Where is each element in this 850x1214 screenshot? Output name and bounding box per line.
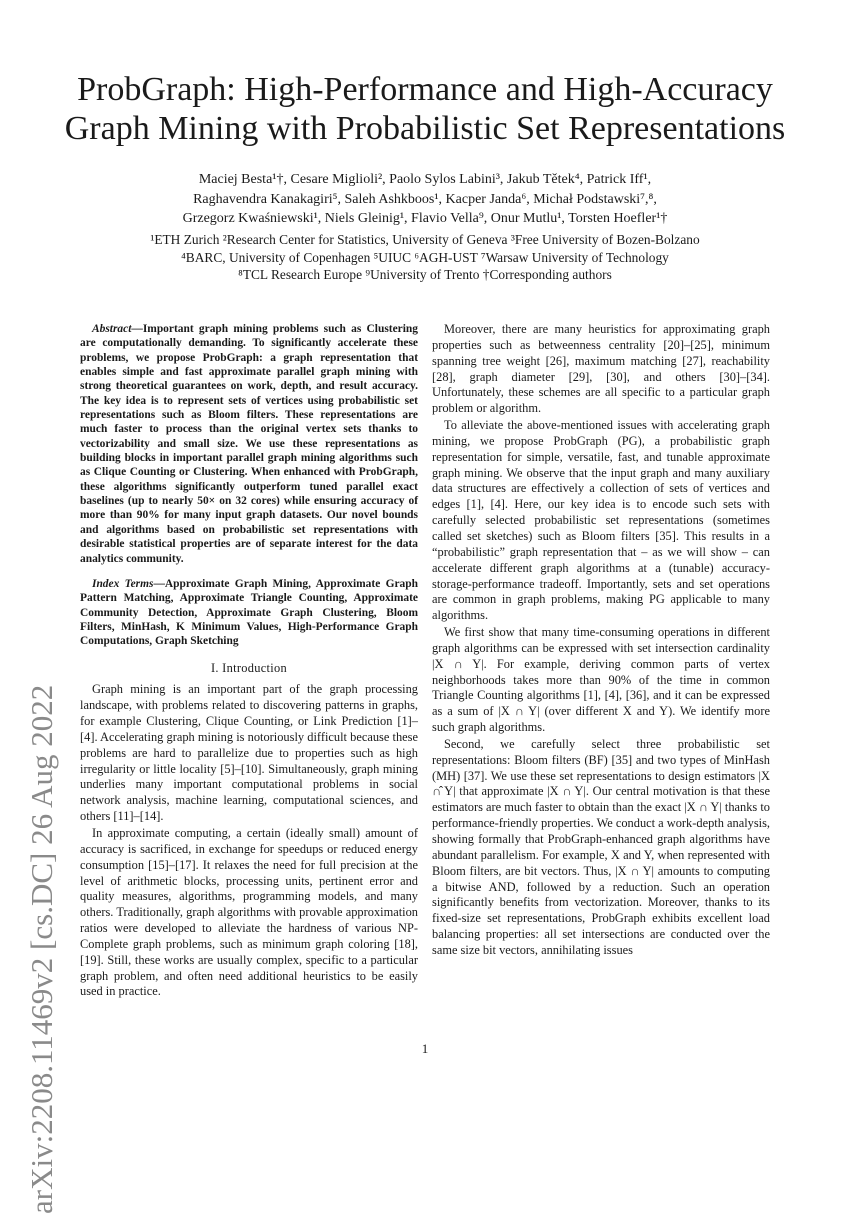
index-terms-text: —Approximate Graph Mining, Approximate Graph Pattern Matching, Approximate Triangle Counting, Approximate Community Detection, Approximate Graph Clustering, Bloom Filters, MinHash, K Minimum Values, High-Performance Graph Computations, Graph Sketching — [80, 577, 418, 648]
body-paragraph: In approximate computing, a certain (ideally small) amount of accuracy is sacrificed, in exchange for speedups or reduced energy consumption [15]–[17]. It relaxes the need for full precision at the level of arithmetic blocks, processing units, pertinent error and quality measures, algorithms, programming models, and many others. Traditionally, graph algorithms with provable approximation ratios were developed to alleviate the hardness of various NP-Complete graph problems, such as minimum graph coloring [18], [19]. Still, these works are usually complex, specific to a particular graph problem, and often need additional heuristics to be easily used in practice. — [80, 826, 418, 999]
body-paragraph: Moreover, there are many heuristics for approximating graph properties such as betweenness centrality [20]–[25], minimum spanning tree weight [26], maximum matching [27], reachability [28], graph diameter [29], [30], and others [30]–[34]. Unfortunately, these schemes are all specific to a particular graph problem or algorithm. — [432, 322, 770, 416]
affiliation-line: ¹ETH Zurich ²Research Center for Statistics, University of Geneva ³Free University of Bozen-Bolzano — [150, 232, 700, 247]
abstract-label: Abstract — [92, 323, 132, 335]
left-column — [80, 322, 418, 1000]
body-paragraph: Graph mining is an important part of the graph processing landscape, with problems related to discovering patterns in graphs, for example Clustering, Clique Counting, or Link Prediction [1]–[4]. Accelerating graph mining is notoriously difficult because these problems are hard to parallelize due to properties such as high irregularity or little locality [5]–[10]. Simultaneously, graph mining underlies many important computational problems in social network analysis, machine learning, computational sciences, and others [11]–[14]. — [80, 682, 418, 824]
arxiv-identifier: arXiv:2208.11469v2 [cs.DC] 26 Aug 2022 — [24, 684, 59, 1214]
body-paragraph: To alleviate the above-mentioned issues with accelerating graph mining, we propose ProbGraph (PG), a probabilistic graph representation for simple, versatile, fast, and tunable approximate graph mining. We observe that the input graph and many auxiliary data structures are effectively a collection of sets of vertices and edges [1], [4]. Here, our key idea is to encode such sets with carefully selected probabilistic set representations (sometimes called set sketches) such as Bloom filters [35]. This results in a “probabilistic” graph representation that – as we will show – can accelerate different graph algorithms at a (tunable) accuracy-storage-performance tradeoff. Importantly, sets and set operations are common in graph problems, making PG applicable to many algorithms. — [432, 418, 770, 623]
body-paragraph: We first show that many time-consuming operations in different graph algorithms can be expressed with set intersection cardinality |X ∩ Y|. For example, deriving common parts of vertex neighborhoods takes more than 90% of the time in common Triangle Counting algorithms [1], [4], [36], and it can be expressed as a sum of |X ∩ Y| (over different X and Y). We identify more such graph algorithms. — [432, 625, 770, 735]
abstract — [80, 322, 418, 566]
authors-line: Maciej Besta¹†, Cesare Miglioli², Paolo Sylos Labini³, Jakub Tětek⁴, Patrick Iff¹, — [198, 172, 652, 187]
right-column — [432, 322, 770, 959]
abstract-text: —Important graph mining problems such as Clustering are computationally demanding. To significantly accelerate these problems, we propose ProbGraph: a graph representation that enables simple and fast approximate parallel graph mining with strong theoretical guarantees on work, depth, and result accuracy. The key idea is to represent sets of vertices using probabilistic set representations such as Bloom filters. These representations are much faster to process than the original vertex sets thanks to vectorizability and small size. We use these representations as building blocks in important parallel graph mining algorithms such as Clique Counting or Clustering. When enhanced with ProbGraph, these algorithms significantly outperform tuned parallel exact baselines (up to nearly 50× on 32 cores) while ensuring accuracy of more than 90% for many input graph datasets. Our novel bounds and algorithms based on probabilistic set representations with desirable statistical properties are of separate interest for the data analytics community. — [80, 323, 418, 565]
body-paragraph: Second, we carefully select three probabilistic set representations: Bloom filters (BF) [35] and two types of MinHash (MH) [37]. We use these set representations to design estimators |X ∩̂ Y| that approximate |X ∩ Y|. Our central motivation is that these estimators are much faster to obtain than the exact |X ∩ Y| thanks to performance-friendly properties. We conduct a work-depth analysis, showing formally that ProbGraph-enhanced graph algorithms have abundant parallelism. For example, X and Y, when represented with Bloom filters, are bit vectors. Thus, |X ∩ Y| amounts to computing a bitwise AND, followed by a reduction. Such an operation significantly benefits from vectorization. Moreover, thanks to its fixed-size set representations, ProbGraph exhibits excellent load balancing properties: all set intersections are conducted over the same size bit vectors, annihilating issues — [432, 736, 771, 957]
authors-line: Raghavendra Kanakagiri⁵, Saleh Ashkboos¹, Kacper Janda⁶, Michał Podstawski⁷,⁸, — [193, 191, 657, 207]
paper-title: ProbGraph: High-Performance and High-Accuracy Graph Mining with Probabilistic Set Representations — [64, 71, 786, 147]
affiliation-line: ⁸TCL Research Europe ⁹University of Trento †Corresponding authors — [238, 267, 612, 282]
page-number: 1 — [421, 1041, 429, 1056]
section-heading: I. Introduction — [210, 660, 288, 675]
affiliation-list — [60, 231, 790, 284]
index-terms-label: Index Terms — [92, 577, 154, 590]
index-terms — [80, 577, 418, 649]
author-list — [90, 170, 760, 229]
authors-line: Grzegorz Kwaśniewski¹, Niels Gleinig¹, Flavio Vella⁹, Onur Mutlu¹, Torsten Hoefler¹† — [182, 211, 668, 226]
affiliation-line: ⁴BARC, University of Copenhagen ⁵UIUC ⁶AGH-UST ⁷Warsaw University of Technology — [181, 249, 669, 265]
